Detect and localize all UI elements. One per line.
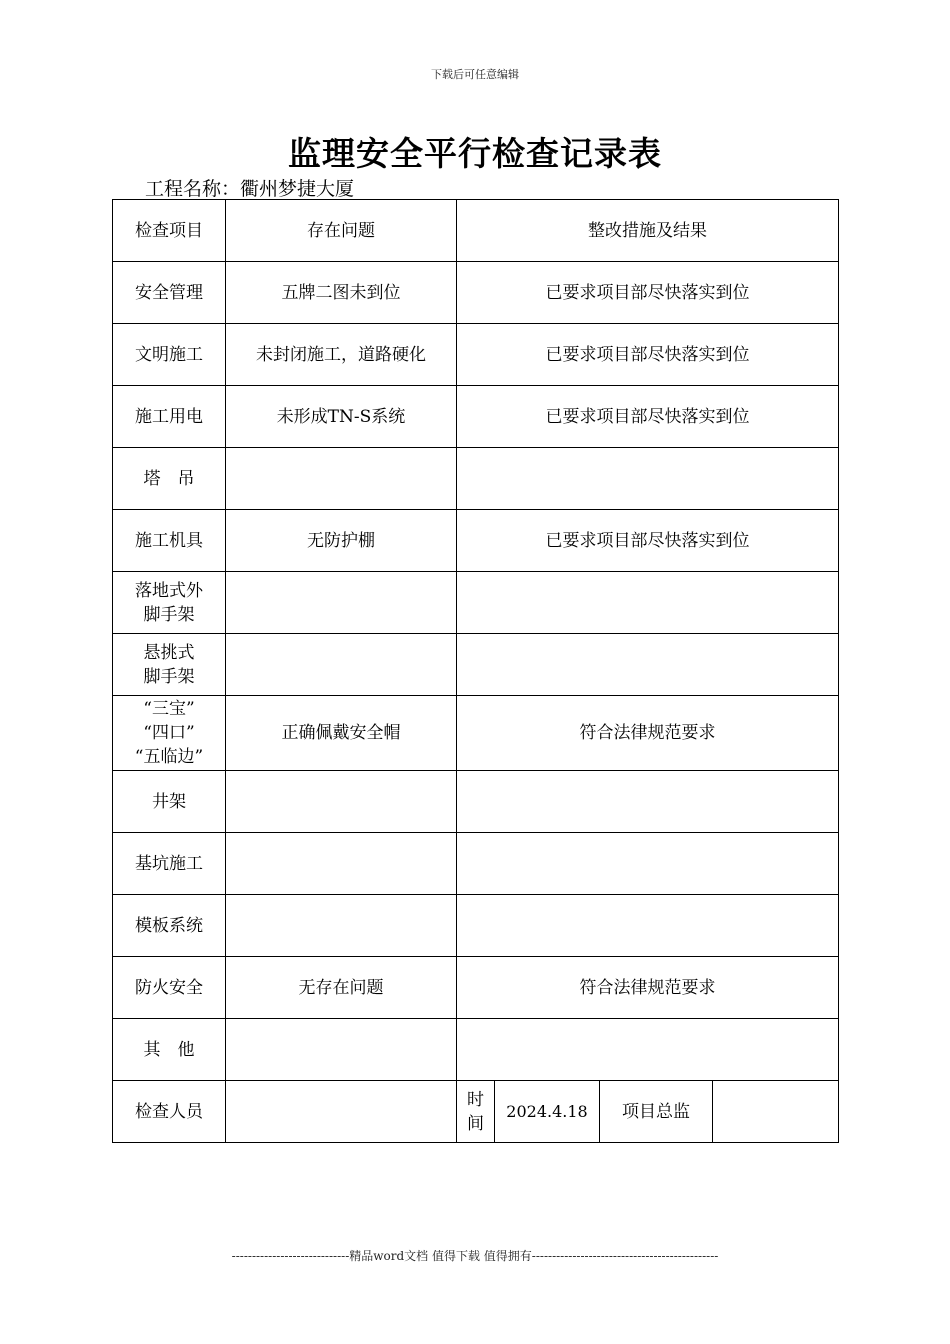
measure-cell bbox=[457, 572, 839, 634]
table-row bbox=[113, 510, 839, 572]
check-item-line: 脚手架 bbox=[143, 604, 195, 625]
header-check-item: 检查项目 bbox=[113, 200, 226, 262]
time-label-line: 间 bbox=[467, 1113, 484, 1134]
check-item-cell bbox=[113, 1019, 226, 1081]
issue-cell bbox=[226, 634, 457, 696]
time-label bbox=[457, 1081, 495, 1143]
issue-cell: 正确佩戴安全帽 bbox=[226, 696, 457, 771]
issue-cell bbox=[226, 572, 457, 634]
check-item-line: 脚手架 bbox=[143, 666, 195, 687]
check-item-cell bbox=[113, 634, 226, 696]
check-item-cell bbox=[113, 696, 226, 771]
measure-cell bbox=[457, 771, 839, 833]
check-item-line: “五临边” bbox=[134, 747, 204, 767]
table-row bbox=[113, 696, 839, 771]
check-item-cell: 模板系统 bbox=[113, 895, 226, 957]
table-row bbox=[113, 833, 839, 895]
check-item-cell bbox=[113, 572, 226, 634]
project-name-value: 衢州梦捷大厦 bbox=[240, 178, 355, 200]
issue-cell bbox=[226, 771, 457, 833]
check-item-cell bbox=[113, 448, 226, 510]
issue-cell bbox=[226, 448, 457, 510]
check-item-cell: 文明施工 bbox=[113, 324, 226, 386]
check-item-cell: 井架 bbox=[113, 771, 226, 833]
inspection-date: 2024.4.18 bbox=[495, 1081, 600, 1143]
check-item-line: 落地式外 bbox=[135, 580, 203, 601]
check-item-cell: 防火安全 bbox=[113, 957, 226, 1019]
issue-cell bbox=[226, 833, 457, 895]
check-item-line: 悬挑式 bbox=[143, 642, 195, 663]
header-issue: 存在问题 bbox=[226, 200, 457, 262]
signature-row bbox=[113, 1081, 839, 1143]
issue-cell: 五牌二图未到位 bbox=[226, 262, 457, 324]
table-row bbox=[113, 324, 839, 386]
issue-cell: 未封闭施工，道路硬化 bbox=[226, 324, 457, 386]
footer-note: -----------------------------精品word文档 值得下载 值得拥有---------------------------------------------- bbox=[231, 1249, 719, 1263]
inspector-label: 检查人员 bbox=[113, 1081, 226, 1143]
table-row bbox=[113, 771, 839, 833]
project-name-label: 工程名称： bbox=[145, 178, 241, 200]
page-title: 监理安全平行检查记录表 bbox=[288, 134, 662, 173]
measure-cell bbox=[457, 1019, 839, 1081]
check-item-line: “三宝” bbox=[143, 699, 195, 719]
measure-cell: 符合法律规范要求 bbox=[457, 696, 839, 771]
table-row bbox=[113, 448, 839, 510]
inspector-value bbox=[226, 1081, 457, 1143]
check-item-cell: 基坑施工 bbox=[113, 833, 226, 895]
check-item-label: 其他 bbox=[143, 1039, 212, 1060]
time-label-line: 时 bbox=[467, 1089, 484, 1110]
header-note: 下载后可任意编辑 bbox=[431, 68, 519, 81]
check-item-cell: 安全管理 bbox=[113, 262, 226, 324]
inspection-record-table bbox=[112, 199, 839, 1143]
issue-cell: 无防护棚 bbox=[226, 510, 457, 572]
project-name-line bbox=[145, 174, 354, 201]
measure-cell: 已要求项目部尽快落实到位 bbox=[457, 386, 839, 448]
table-header-row bbox=[113, 200, 839, 262]
issue-cell bbox=[226, 1019, 457, 1081]
check-item-label: 塔吊 bbox=[143, 468, 212, 489]
issue-cell: 无存在问题 bbox=[226, 957, 457, 1019]
table-row bbox=[113, 386, 839, 448]
measure-cell: 已要求项目部尽快落实到位 bbox=[457, 510, 839, 572]
director-label: 项目总监 bbox=[600, 1081, 713, 1143]
check-item-cell: 施工用电 bbox=[113, 386, 226, 448]
measure-cell bbox=[457, 895, 839, 957]
check-item-cell: 施工机具 bbox=[113, 510, 226, 572]
issue-cell bbox=[226, 895, 457, 957]
measure-cell bbox=[457, 634, 839, 696]
measure-cell: 已要求项目部尽快落实到位 bbox=[457, 262, 839, 324]
measure-cell: 符合法律规范要求 bbox=[457, 957, 839, 1019]
table-row bbox=[113, 572, 839, 634]
table-row bbox=[113, 1019, 839, 1081]
table-row bbox=[113, 634, 839, 696]
header-measure: 整改措施及结果 bbox=[457, 200, 839, 262]
measure-cell: 已要求项目部尽快落实到位 bbox=[457, 324, 839, 386]
check-item-line: “四口” bbox=[143, 723, 195, 743]
director-value bbox=[713, 1081, 839, 1143]
table-row bbox=[113, 957, 839, 1019]
measure-cell bbox=[457, 833, 839, 895]
table-row bbox=[113, 262, 839, 324]
measure-cell bbox=[457, 448, 839, 510]
issue-cell: 未形成TN-S系统 bbox=[226, 386, 457, 448]
table-row bbox=[113, 895, 839, 957]
